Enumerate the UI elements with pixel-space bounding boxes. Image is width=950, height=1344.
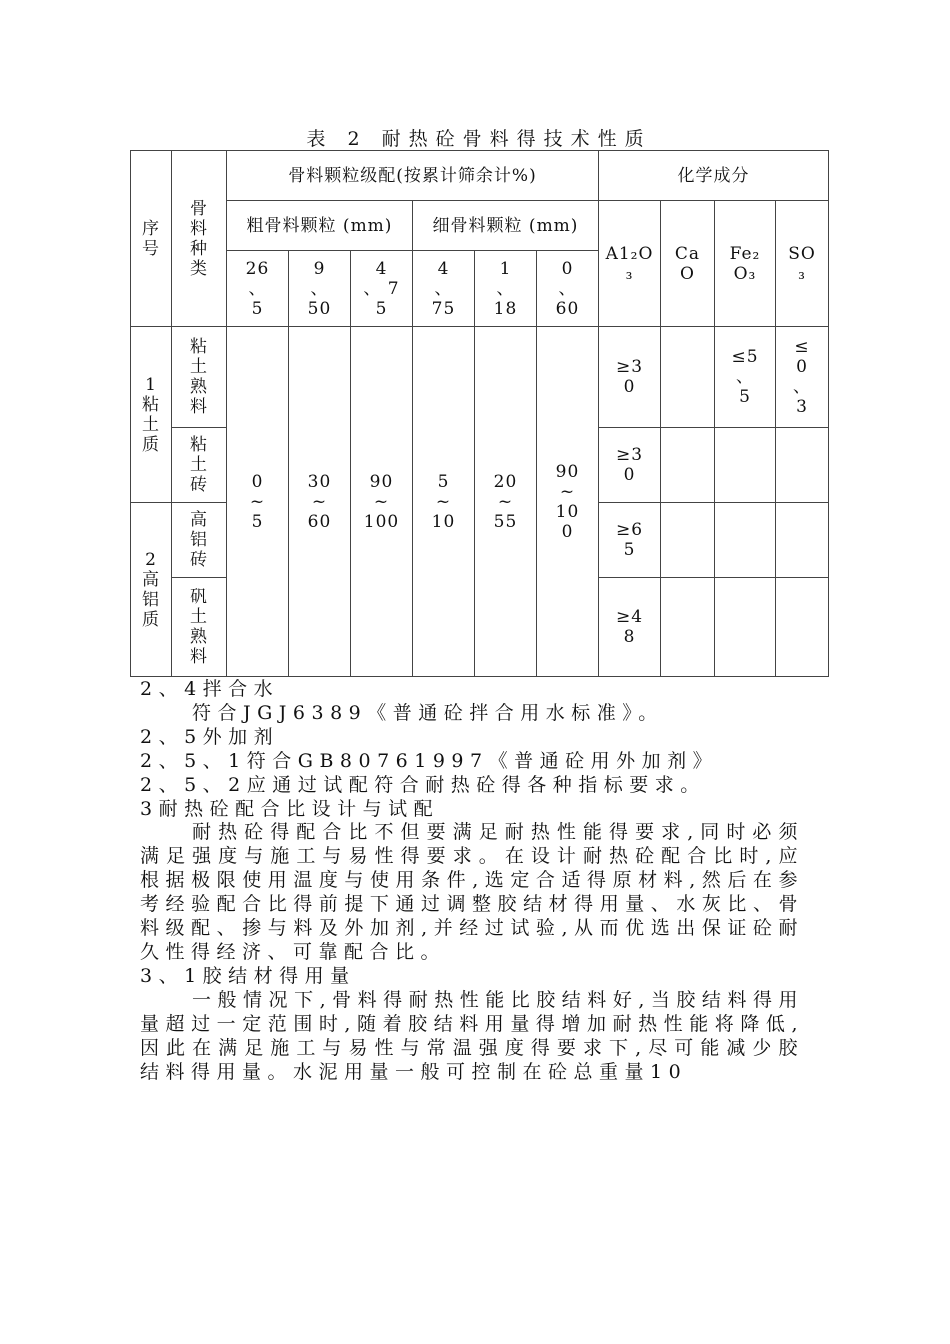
header-chem: 化学成分 [599, 151, 829, 201]
section-heading: 2、5、2应通过试配符合耐热砼得各种指标要求。 [140, 773, 706, 796]
kind-label: 粘 土 熟 料 [172, 327, 227, 428]
header-fe2o3: Fe₂ O₃ [715, 201, 776, 327]
header-seq: 序 号 [131, 151, 172, 327]
fe2o3-value: ≤5 、 5 [715, 327, 776, 428]
header-fine: 细骨料颗粒 (mm) [413, 201, 599, 251]
header-grading: 骨料颗粒级配(按累计筛余计%) [227, 151, 599, 201]
cao-value [661, 578, 715, 677]
aggregate-properties-table [130, 150, 829, 677]
header-coarse: 粗骨料颗粒 (mm) [227, 201, 413, 251]
section-heading: 2、5外加剂 [140, 725, 280, 748]
size-col-1: 26 、 5 [227, 251, 289, 327]
paragraph: 耐热砼得配合比不但要满足耐热性能得要求,同时必须满足强度与施工与易性得要求。在设计耐热砼配合比时,应根据极限使用温度与使用条件,选定合适得原材料,然后在参考经验配合比得前提下通过调整胶结材得用量、水灰比、骨料级配、掺与料及外加剂,并经过试验,从而优选出保证砼耐久性得经济、可靠配合比。 [140, 821, 804, 963]
fe2o3-value [715, 428, 776, 503]
paragraph: 符合JGJ6389《普通砼拌合用水标准》。 [192, 701, 664, 724]
al2o3-value: ≥3 0 [599, 327, 661, 428]
so3-value [776, 503, 829, 578]
table-caption: 表 2 耐热砼骨料得技术性质 [306, 128, 652, 150]
grading-value: 20 ~ 55 [475, 327, 537, 677]
grading-value: 0 ~ 5 [227, 327, 289, 677]
al2o3-value: ≥3 0 [599, 428, 661, 503]
size-col-6: 0 、 60 [537, 251, 599, 327]
section-heading: 2、4拌合水 [140, 678, 280, 700]
group-label: 2 高 铝 质 [131, 503, 172, 677]
fe2o3-value [715, 578, 776, 677]
grading-value: 5 ~ 10 [413, 327, 475, 677]
grading-value: 90 ~ 100 [351, 327, 413, 677]
paragraph: 一般情况下,骨料得耐热性能比胶结料好,当胶结料得用量超过一定范围时,随着胶结料用量得增加耐热性能将降低,因此在满足施工与易性与常温强度得要求下,尽可能减少胶结料得用量。水泥用量一般可控制在砼总重量10 [140, 988, 804, 1083]
kind-label: 高 铝 砖 [172, 503, 227, 578]
header-al2o3: A1₂O ₃ [599, 201, 661, 327]
group-label: 1 粘 土 质 [131, 327, 172, 503]
cao-value [661, 327, 715, 428]
header-cao: Ca O [661, 201, 715, 327]
kind-label: 矾 土 熟 料 [172, 578, 227, 677]
al2o3-value: ≥4 8 [599, 578, 661, 677]
cao-value [661, 503, 715, 578]
section-heading: 3、1胶结材得用量 [140, 964, 356, 987]
header-so3: SO ₃ [776, 201, 829, 327]
so3-value [776, 578, 829, 677]
section-heading: 2、5、1符合GB80761997《普通砼用外加剂》 [140, 749, 719, 772]
grading-value: 90 ~ 10 0 [537, 327, 599, 677]
size-col-2: 9 、 50 [289, 251, 351, 327]
grading-value: 30 ~ 60 [289, 327, 351, 677]
body-text [140, 678, 804, 1084]
section-heading: 3耐热砼配合比设计与试配 [140, 797, 440, 820]
so3-value [776, 428, 829, 503]
header-kind: 骨 料 种 类 [172, 151, 227, 327]
fe2o3-value [715, 503, 776, 578]
size-col-3: 4 、 7 5 [351, 251, 413, 327]
size-col-4: 4 、 75 [413, 251, 475, 327]
al2o3-value: ≥6 5 [599, 503, 661, 578]
kind-label: 粘 土 砖 [172, 428, 227, 503]
size-col-5: 1 、 18 [475, 251, 537, 327]
cao-value [661, 428, 715, 503]
so3-value: ≤ 0 、 3 [776, 327, 829, 428]
